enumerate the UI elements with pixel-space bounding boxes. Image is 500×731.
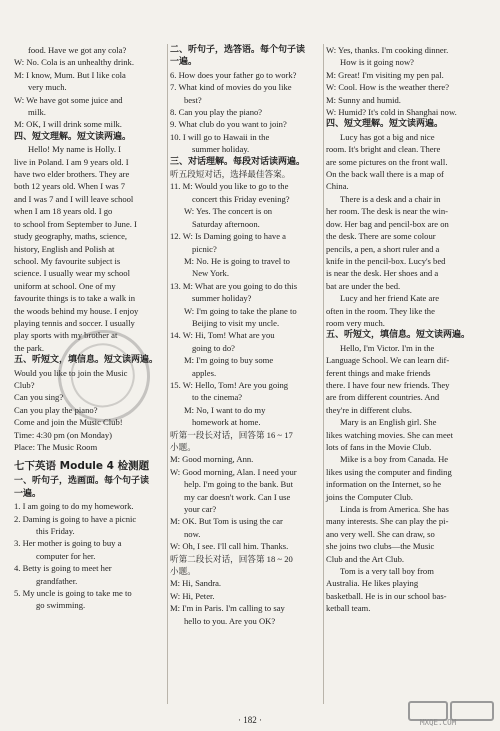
text-line: room very much. [326, 317, 385, 328]
text-line: W: We have got some juice and [14, 94, 123, 105]
text-line: are some pictures on the front wall. [326, 156, 448, 167]
text-line: There is a desk and a chair in [340, 193, 441, 204]
column-divider [167, 44, 168, 704]
question-line: 2. Daming is going to have a picnic [14, 513, 137, 524]
question-line: 3. Her mother is going to buy a [14, 538, 122, 549]
text-line: likes using the computer and finding [326, 466, 452, 477]
text-line: information on the Internet, so he [326, 479, 442, 490]
watermark-text: MXQE.COM [420, 718, 457, 727]
text-line: Can you sing? [14, 392, 64, 403]
text-line: Would you like to join the Music [14, 367, 128, 378]
site-watermark-logo [408, 701, 494, 727]
text-line: Club? [14, 379, 35, 390]
text-line: Can you play the piano? [14, 404, 98, 415]
section-heading: 一、听句子，选画面。每个句子读 [14, 476, 150, 487]
question-line: computer for her. [36, 550, 96, 561]
text-line: ketball team. [326, 603, 371, 614]
text-line: and I was 7 and I will leave school [14, 193, 134, 204]
question-line: go swimming. [36, 600, 86, 611]
dialog-line: M: Good morning, Ann. [170, 454, 254, 465]
text-line: the park. [14, 342, 45, 353]
text-line: study geography, maths, science, [14, 231, 128, 242]
dialog-line: to the cinema? [192, 392, 243, 403]
text-line: joins the Computer Club. [326, 491, 413, 502]
dialog-line: W: Good morning, Alan. I need your [170, 466, 297, 477]
question-line: 6. How does your father go to work? [170, 69, 297, 80]
dialog-line: New York. [192, 268, 230, 279]
text-line: lots of fans in the Movie Club. [326, 442, 432, 452]
dialog-line: your car? [184, 504, 217, 515]
dialog-line: 11. M: Would you like to go to the [170, 181, 289, 192]
question-line: 7. What kind of movies do you like [170, 82, 292, 93]
dialog-line: 15. W: Hello, Tom! Are you going [170, 379, 289, 390]
dialog-line: W: Cool. How is the weather there? [326, 82, 450, 93]
text-line: Australia. He likes playing [326, 578, 419, 589]
text-line: likes watching movies. She can meet [326, 429, 453, 440]
text-line: Time: 4:30 pm (on Monday) [14, 429, 113, 440]
dialog-line: W: Hi, Peter. [170, 590, 215, 601]
column-right [326, 44, 494, 615]
text-line: is near the desk. Her shoes and a [326, 268, 439, 279]
text-line: both 12 years old. When I was 7 [14, 181, 126, 192]
text-line: Lucy and her friend Kate are [340, 293, 440, 304]
text-line: her room. The desk is near the win- [326, 206, 449, 217]
question-line: 1. I am going to do my homework. [14, 501, 134, 512]
text-line: Mike is a boy from Canada. He [340, 454, 449, 465]
dialog-line: W: Yes, thanks. I'm cooking dinner. [326, 45, 449, 55]
text-line: play sports with my brother at [14, 330, 118, 341]
text-line: favourite things is to take a walk in [14, 293, 136, 304]
text-line: Hello, I'm Victor. I'm in the [340, 342, 435, 353]
text-line: history, English and Polish at [14, 243, 115, 254]
text-line: M: I know, Mum. But I like cola [14, 69, 126, 80]
text-line: school. My favourite subject is [14, 255, 121, 266]
column-divider [323, 44, 324, 704]
dialog-line: homework at home. [192, 417, 261, 428]
dialog-line: apples. [192, 367, 217, 378]
text-line: On the back wall there is a map of [326, 169, 444, 180]
text-line: 小题。 [170, 566, 196, 577]
dialog-line: M: No, I want to do my [184, 404, 266, 415]
text-line: basketball. He is in our school bas- [326, 590, 447, 601]
dialog-line: 13. M: What are you going to do this [170, 280, 298, 291]
dialog-line: now. [184, 528, 201, 539]
dialog-line: Beijing to visit my uncle. [192, 317, 280, 328]
dialog-line: concert this Friday evening? [192, 193, 290, 204]
question-line: 4. Betty is going to meet her [14, 563, 112, 574]
text-line: bat are under the bed. [326, 280, 401, 291]
text-line: 听第一段长对话，回答第 16 ~ 17 [170, 429, 293, 440]
text-line: there. I have four new friends. They [326, 379, 450, 390]
question-line: 9. What club do you want to join? [170, 119, 287, 130]
dialog-line: M: I'm in Paris. I'm calling to say [170, 603, 285, 614]
dialog-line: W: Humid? It's cold in Shanghai now. [326, 107, 457, 118]
text-line: Club and the Art Club. [326, 553, 405, 564]
text-line: many interests. She can play the pi- [326, 516, 449, 527]
text-line: ano very well. She can draw, so [326, 528, 435, 539]
text-line: to school from September to June. I [14, 218, 137, 229]
text-line: milk. [28, 107, 46, 118]
text-line: M: OK, I will drink some milk. [14, 119, 122, 130]
section-heading: 五、听短文，填信息。短文读两遍。 [14, 355, 159, 366]
question-line: best? [184, 94, 202, 105]
section-heading: 五、听短文，填信息。短文读两遍。 [326, 330, 471, 341]
dialog-line: 14. W: Hi, Tom! What are you [170, 330, 275, 341]
dialog-line: W: Oh, I see. I'll call him. Thanks. [170, 541, 289, 552]
text-line: playing tennis and soccer. I usually [14, 317, 135, 328]
dialog-line: W: I'm going to take the plane to [184, 305, 297, 316]
text-line: ferent things and make friends [326, 367, 431, 378]
text-line: are from different countries. And [326, 392, 440, 403]
dialog-line: my car doesn't work. Can I use [184, 491, 291, 502]
dialog-line: How is it going now? [340, 57, 414, 68]
dialog-line: M: I'm going to buy some [184, 355, 274, 366]
text-line: 小题。 [170, 442, 196, 452]
text-line: food. Have we got any cola? [28, 45, 127, 55]
text-line: the woods behind my house. I enjoy [14, 305, 139, 316]
dialog-line: W: Yes. The concert is on [184, 206, 273, 217]
question-line: 5. My uncle is going to take me to [14, 588, 132, 599]
text-line: Tom is a very tall boy from [340, 566, 434, 577]
text-line: Place: The Music Room [14, 442, 98, 452]
text-line: often in the room. They like the [326, 305, 435, 316]
column-left [14, 44, 164, 612]
text-line: 听五段短对话，选择最佳答案。 [170, 169, 291, 180]
section-heading: 一遍。 [14, 488, 42, 499]
text-line: dow. Her bag and pencil-box are on [326, 218, 449, 229]
dialog-line: Saturday afternoon. [192, 218, 260, 229]
text-line: Come and join the Music Club! [14, 417, 123, 428]
dialog-line: M: OK. But Tom is using the car [170, 516, 283, 527]
text-line: very much. [28, 82, 67, 93]
dialog-line: 12. W: Is Daming going to have a [170, 231, 286, 242]
text-line: 听第二段长对话，回答第 18 ~ 20 [170, 553, 293, 564]
text-line: W: No. Cola is an unhealthy drink. [14, 57, 134, 68]
text-line: live in Poland. I am 9 years old. I [14, 156, 129, 167]
dialog-line: summer holiday? [192, 293, 252, 304]
dialog-line: hello to you. Are you OK? [184, 615, 276, 626]
section-heading: 三、对话理解。每段对话读两遍。 [170, 156, 306, 167]
text-line: she joins two clubs—the Music [326, 541, 435, 552]
dialog-line: help. I'm going to the bank. But [184, 479, 293, 490]
question-line: 8. Can you play the piano? [170, 107, 263, 118]
text-line: Language School. We can learn dif- [326, 355, 450, 366]
column-middle [170, 44, 320, 627]
text-line: have two elder brothers. They are [14, 169, 130, 180]
dialog-line: M: Great! I'm visiting my pen pal. [326, 69, 444, 80]
section-heading: 四、短文理解。短文读两遍。 [326, 119, 444, 130]
dialog-line: M: No. He is going to travel to [184, 255, 290, 266]
dialog-line: going to do? [192, 342, 235, 353]
text-line: science. I usually wear my school [14, 268, 130, 279]
section-heading: 四、短文理解。短文读两遍。 [14, 131, 132, 142]
text-line: pencils, a pen, a short ruler and a [326, 243, 440, 254]
dialog-line: picnic? [192, 243, 217, 254]
page-number: · 182 · [238, 715, 262, 725]
text-line: Mary is an English girl. She [340, 417, 437, 428]
text-line: knife in the pencil-box. Lucy's bed [326, 255, 446, 266]
watermark-box [450, 701, 494, 721]
text-line: uniform at school. One of my [14, 280, 116, 291]
text-line: the desk. There are some colour [326, 231, 436, 242]
question-line: this Friday. [36, 526, 75, 537]
question-line: summer holiday. [192, 144, 250, 155]
text-line: room. It's bright and clean. There [326, 144, 441, 155]
question-line: 10. I will go to Hawaii in the [170, 131, 270, 142]
question-line: grandfather. [36, 575, 78, 586]
text-line: Hello! My name is Holly. I [28, 144, 122, 155]
text-line: China. [326, 181, 349, 192]
dialog-line: M: Hi, Sandra. [170, 578, 222, 589]
text-line: when I am 18 years old. I go [14, 206, 113, 217]
module-title: 七下英语 Module 4 检测题 [14, 460, 150, 473]
dialog-line: M: Sunny and humid. [326, 94, 401, 105]
text-line: Lucy has got a big and nice [340, 131, 435, 142]
text-line: Linda is from America. She has [340, 504, 449, 515]
text-line: they're in different clubs. [326, 404, 412, 415]
section-heading: 一遍。 [170, 57, 198, 68]
section-heading: 二、听句子，选答语。每个句子读 [170, 45, 306, 55]
